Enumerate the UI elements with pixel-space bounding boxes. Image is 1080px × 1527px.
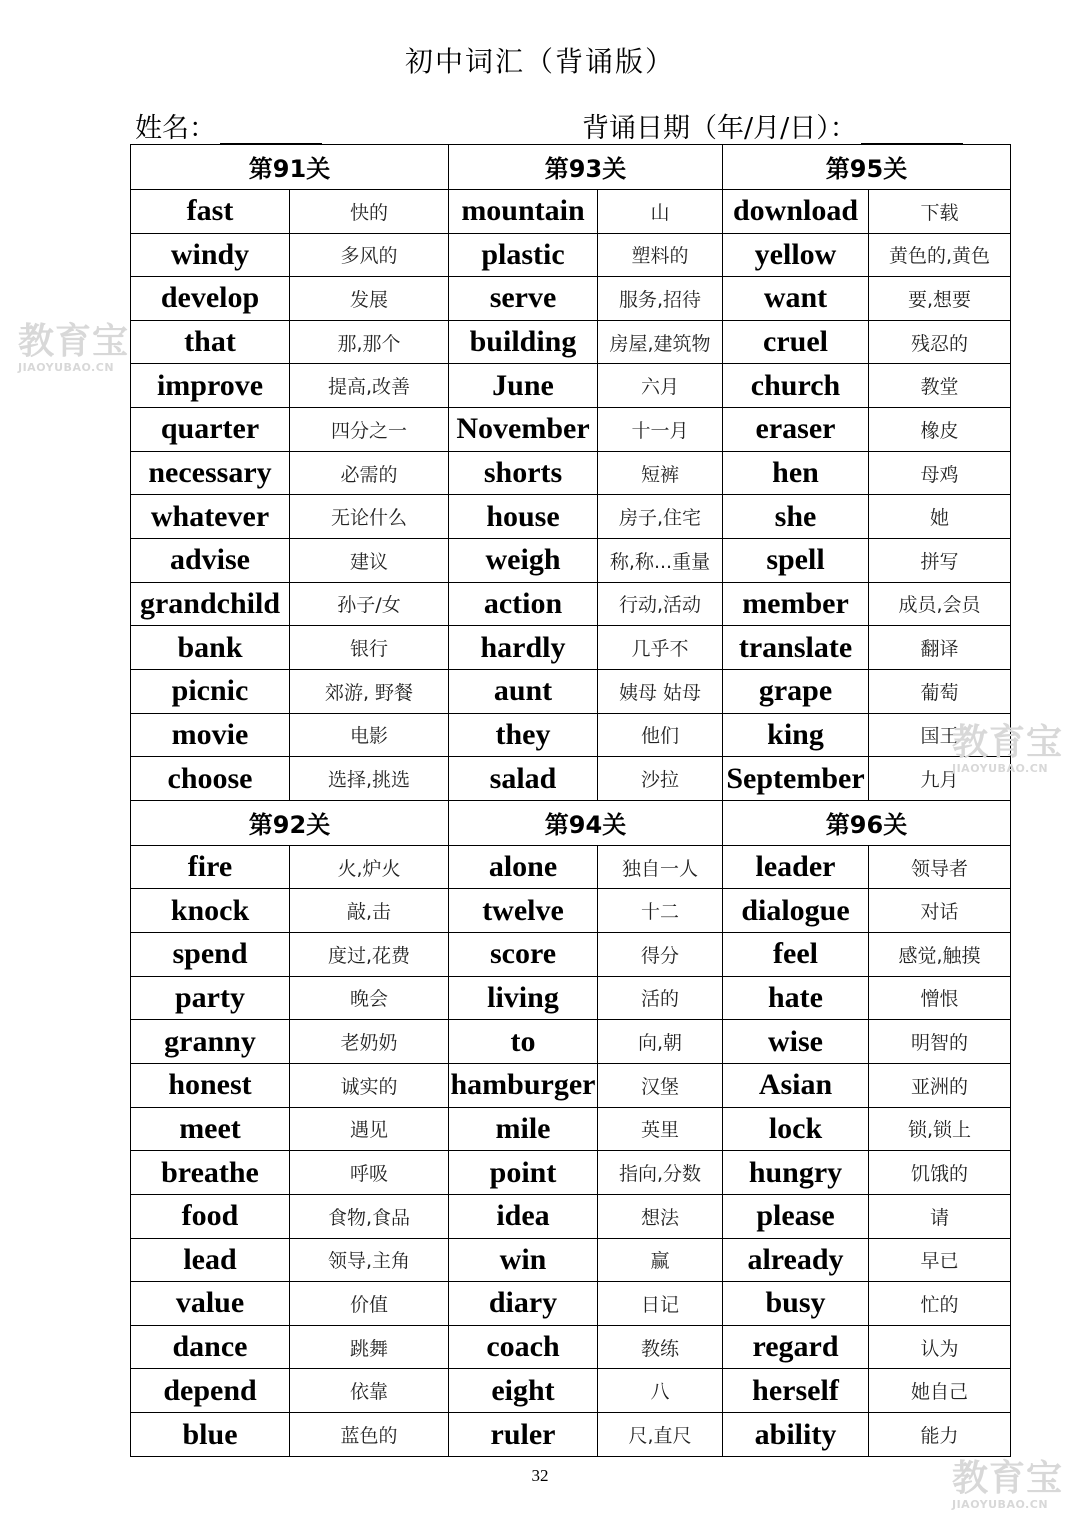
chinese-meaning: 短裤 — [598, 451, 723, 495]
chinese-meaning: 日记 — [598, 1282, 723, 1326]
english-word: yellow — [723, 233, 869, 277]
level-header: 第92关 — [131, 800, 449, 845]
english-word: advise — [131, 539, 290, 583]
chinese-meaning: 教堂 — [869, 364, 1011, 408]
english-word: member — [723, 582, 869, 626]
english-word: fire — [131, 845, 290, 889]
english-word: breathe — [131, 1151, 290, 1195]
english-word: lead — [131, 1238, 290, 1282]
chinese-meaning: 八 — [598, 1369, 723, 1413]
english-word: windy — [131, 233, 290, 277]
chinese-meaning: 房子,住宅 — [598, 495, 723, 539]
vocab-row — [131, 757, 1011, 801]
english-word: alone — [449, 845, 598, 889]
english-word: please — [723, 1194, 869, 1238]
watermark-left — [18, 323, 129, 374]
english-word: salad — [449, 757, 598, 801]
chinese-meaning: 锁,锁上 — [869, 1107, 1011, 1151]
vocab-row — [131, 976, 1011, 1020]
chinese-meaning: 黄色的,黄色 — [869, 233, 1011, 277]
english-word: regard — [723, 1325, 869, 1369]
chinese-meaning: 诚实的 — [290, 1063, 449, 1107]
english-word: point — [449, 1151, 598, 1195]
english-word: hen — [723, 451, 869, 495]
chinese-meaning: 房屋,建筑物 — [598, 320, 723, 364]
chinese-meaning: 领导者 — [869, 845, 1011, 889]
chinese-meaning: 十一月 — [598, 408, 723, 452]
english-word: already — [723, 1238, 869, 1282]
chinese-meaning: 赢 — [598, 1238, 723, 1282]
english-word: Asian — [723, 1063, 869, 1107]
page-title: 初中词汇（背诵版） — [404, 45, 675, 78]
watermark-domain: JIAOYUBAO.CN — [952, 762, 1049, 775]
vocab-row — [131, 233, 1011, 277]
vocab-row — [131, 320, 1011, 364]
watermark-bottom — [952, 1460, 1063, 1511]
chinese-meaning: 多风的 — [290, 233, 449, 277]
chinese-meaning: 行动,活动 — [598, 582, 723, 626]
english-word: eraser — [723, 408, 869, 452]
english-word: diary — [449, 1282, 598, 1326]
chinese-meaning: 建议 — [290, 539, 449, 583]
chinese-meaning: 晚会 — [290, 976, 449, 1020]
level-header: 第91关 — [131, 145, 449, 190]
vocab-row — [131, 626, 1011, 670]
chinese-meaning: 明智的 — [869, 1020, 1011, 1064]
chinese-meaning: 想法 — [598, 1194, 723, 1238]
chinese-meaning: 母鸡 — [869, 451, 1011, 495]
english-word: spend — [131, 933, 290, 977]
chinese-meaning: 跳舞 — [290, 1325, 449, 1369]
watermark-right — [952, 724, 1063, 775]
english-word: twelve — [449, 889, 598, 933]
vocab-row — [131, 539, 1011, 583]
english-word: translate — [723, 626, 869, 670]
english-word: November — [449, 408, 598, 452]
vocab-row — [131, 1194, 1011, 1238]
chinese-meaning: 要,想要 — [869, 277, 1011, 321]
english-word: idea — [449, 1194, 598, 1238]
vocab-row — [131, 582, 1011, 626]
level-header: 第93关 — [449, 145, 723, 190]
vocab-row — [131, 1151, 1011, 1195]
english-word: that — [131, 320, 290, 364]
vocab-row — [131, 1413, 1011, 1457]
level-header: 第94关 — [449, 800, 723, 845]
vocab-row — [131, 1282, 1011, 1326]
vocab-row — [131, 1369, 1011, 1413]
english-word: whatever — [131, 495, 290, 539]
english-word: house — [449, 495, 598, 539]
chinese-meaning: 选择,挑选 — [290, 757, 449, 801]
chinese-meaning: 请 — [869, 1194, 1011, 1238]
english-word: she — [723, 495, 869, 539]
chinese-meaning: 蓝色的 — [290, 1413, 449, 1457]
english-word: meet — [131, 1107, 290, 1151]
english-word: food — [131, 1194, 290, 1238]
chinese-meaning: 拼写 — [869, 539, 1011, 583]
chinese-meaning: 九月 — [869, 757, 1011, 801]
chinese-meaning: 度过,花费 — [290, 933, 449, 977]
english-word: herself — [723, 1369, 869, 1413]
english-word: to — [449, 1020, 598, 1064]
vocab-row — [131, 495, 1011, 539]
vocab-row — [131, 277, 1011, 321]
chinese-meaning: 快的 — [290, 189, 449, 233]
vocab-row — [131, 189, 1011, 233]
vocab-row — [131, 1238, 1011, 1282]
chinese-meaning: 山 — [598, 189, 723, 233]
watermark-brand: 教育宝 — [18, 321, 130, 362]
english-word: hate — [723, 976, 869, 1020]
level-header-row — [131, 145, 1011, 190]
chinese-meaning: 孙子/女 — [290, 582, 449, 626]
english-word: necessary — [131, 451, 290, 495]
chinese-meaning: 沙拉 — [598, 757, 723, 801]
english-word: hamburger — [449, 1063, 598, 1107]
watermark-brand: 教育宝 — [952, 722, 1064, 763]
vocab-row — [131, 889, 1011, 933]
chinese-meaning: 老奶奶 — [290, 1020, 449, 1064]
chinese-meaning: 活的 — [598, 976, 723, 1020]
english-word: June — [449, 364, 598, 408]
english-word: grandchild — [131, 582, 290, 626]
page-number: 32 — [531, 1466, 549, 1485]
chinese-meaning: 郊游, 野餐 — [290, 669, 449, 713]
chinese-meaning: 称,称...重量 — [598, 539, 723, 583]
english-word: hungry — [723, 1151, 869, 1195]
english-word: living — [449, 976, 598, 1020]
chinese-meaning: 憎恨 — [869, 976, 1011, 1020]
chinese-meaning: 亚洲的 — [869, 1063, 1011, 1107]
chinese-meaning: 尺,直尺 — [598, 1413, 723, 1457]
chinese-meaning: 向,朝 — [598, 1020, 723, 1064]
english-word: spell — [723, 539, 869, 583]
english-word: choose — [131, 757, 290, 801]
english-word: wise — [723, 1020, 869, 1064]
chinese-meaning: 对话 — [869, 889, 1011, 933]
english-word: improve — [131, 364, 290, 408]
english-word: score — [449, 933, 598, 977]
chinese-meaning: 六月 — [598, 364, 723, 408]
chinese-meaning: 下载 — [869, 189, 1011, 233]
name-field — [135, 106, 322, 145]
vocab-table — [130, 144, 1011, 1457]
english-word: shorts — [449, 451, 598, 495]
chinese-meaning: 残忍的 — [869, 320, 1011, 364]
english-word: king — [723, 713, 869, 757]
chinese-meaning: 成员,会员 — [869, 582, 1011, 626]
chinese-meaning: 汉堡 — [598, 1063, 723, 1107]
english-word: building — [449, 320, 598, 364]
vocab-row — [131, 1063, 1011, 1107]
chinese-meaning: 十二 — [598, 889, 723, 933]
chinese-meaning: 感觉,触摸 — [869, 933, 1011, 977]
english-word: ability — [723, 1413, 869, 1457]
vocab-row — [131, 451, 1011, 495]
english-word: action — [449, 582, 598, 626]
english-word: mile — [449, 1107, 598, 1151]
english-word: ruler — [449, 1413, 598, 1457]
chinese-meaning: 得分 — [598, 933, 723, 977]
chinese-meaning: 早已 — [869, 1238, 1011, 1282]
english-word: movie — [131, 713, 290, 757]
chinese-meaning: 指向,分数 — [598, 1151, 723, 1195]
vocab-row — [131, 1107, 1011, 1151]
english-word: depend — [131, 1369, 290, 1413]
vocab-row — [131, 408, 1011, 452]
english-word: download — [723, 189, 869, 233]
chinese-meaning: 价值 — [290, 1282, 449, 1326]
english-word: leader — [723, 845, 869, 889]
chinese-meaning: 她自己 — [869, 1369, 1011, 1413]
english-word: value — [131, 1282, 290, 1326]
english-word: party — [131, 976, 290, 1020]
chinese-meaning: 独自一人 — [598, 845, 723, 889]
vocab-row — [131, 845, 1011, 889]
english-word: busy — [723, 1282, 869, 1326]
english-word: honest — [131, 1063, 290, 1107]
chinese-meaning: 塑料的 — [598, 233, 723, 277]
chinese-meaning: 能力 — [869, 1413, 1011, 1457]
english-word: dance — [131, 1325, 290, 1369]
english-word: quarter — [131, 408, 290, 452]
english-word: plastic — [449, 233, 598, 277]
english-word: aunt — [449, 669, 598, 713]
vocab-row — [131, 933, 1011, 977]
english-word: church — [723, 364, 869, 408]
english-word: cruel — [723, 320, 869, 364]
level-header: 第95关 — [723, 145, 1011, 190]
chinese-meaning: 无论什么 — [290, 495, 449, 539]
chinese-meaning: 火,炉火 — [290, 845, 449, 889]
chinese-meaning: 银行 — [290, 626, 449, 670]
chinese-meaning: 认为 — [869, 1325, 1011, 1369]
vocab-row — [131, 1020, 1011, 1064]
chinese-meaning: 食物,食品 — [290, 1194, 449, 1238]
chinese-meaning: 姨母 姑母 — [598, 669, 723, 713]
date-label: 背诵日期（年/月/日）： — [582, 113, 857, 144]
chinese-meaning: 教练 — [598, 1325, 723, 1369]
chinese-meaning: 国王 — [869, 713, 1011, 757]
name-blank — [220, 117, 322, 145]
english-word: coach — [449, 1325, 598, 1369]
vocab-row — [131, 713, 1011, 757]
english-word: bank — [131, 626, 290, 670]
english-word: blue — [131, 1413, 290, 1457]
chinese-meaning: 遇见 — [290, 1107, 449, 1151]
vocab-row — [131, 669, 1011, 713]
chinese-meaning: 提高,改善 — [290, 364, 449, 408]
chinese-meaning: 几乎不 — [598, 626, 723, 670]
english-word: want — [723, 277, 869, 321]
name-label: 姓名： — [135, 113, 216, 144]
level-header: 第96关 — [723, 800, 1011, 845]
chinese-meaning: 那,那个 — [290, 320, 449, 364]
vocab-row — [131, 1325, 1011, 1369]
chinese-meaning: 葡萄 — [869, 669, 1011, 713]
english-word: they — [449, 713, 598, 757]
english-word: dialogue — [723, 889, 869, 933]
chinese-meaning: 翻译 — [869, 626, 1011, 670]
english-word: knock — [131, 889, 290, 933]
english-word: grape — [723, 669, 869, 713]
date-field — [582, 106, 963, 145]
chinese-meaning: 橡皮 — [869, 408, 1011, 452]
english-word: granny — [131, 1020, 290, 1064]
english-word: picnic — [131, 669, 290, 713]
watermark-domain: JIAOYUBAO.CN — [18, 361, 115, 374]
watermark-domain: JIAOYUBAO.CN — [952, 1498, 1049, 1511]
english-word: mountain — [449, 189, 598, 233]
vocab-row — [131, 364, 1011, 408]
chinese-meaning: 四分之一 — [290, 408, 449, 452]
level-header-row — [131, 800, 1011, 845]
english-word: fast — [131, 189, 290, 233]
english-word: develop — [131, 277, 290, 321]
chinese-meaning: 领导,主角 — [290, 1238, 449, 1282]
english-word: feel — [723, 933, 869, 977]
chinese-meaning: 饥饿的 — [869, 1151, 1011, 1195]
english-word: lock — [723, 1107, 869, 1151]
chinese-meaning: 发展 — [290, 277, 449, 321]
watermark-brand: 教育宝 — [952, 1458, 1064, 1499]
chinese-meaning: 他们 — [598, 713, 723, 757]
chinese-meaning: 她 — [869, 495, 1011, 539]
english-word: serve — [449, 277, 598, 321]
chinese-meaning: 英里 — [598, 1107, 723, 1151]
chinese-meaning: 忙的 — [869, 1282, 1011, 1326]
chinese-meaning: 必需的 — [290, 451, 449, 495]
english-word: eight — [449, 1369, 598, 1413]
chinese-meaning: 敲,击 — [290, 889, 449, 933]
chinese-meaning: 服务,招待 — [598, 277, 723, 321]
english-word: win — [449, 1238, 598, 1282]
english-word: hardly — [449, 626, 598, 670]
english-word: weigh — [449, 539, 598, 583]
english-word: September — [723, 757, 869, 801]
chinese-meaning: 依靠 — [290, 1369, 449, 1413]
chinese-meaning: 电影 — [290, 713, 449, 757]
chinese-meaning: 呼吸 — [290, 1151, 449, 1195]
date-blank — [861, 117, 963, 145]
